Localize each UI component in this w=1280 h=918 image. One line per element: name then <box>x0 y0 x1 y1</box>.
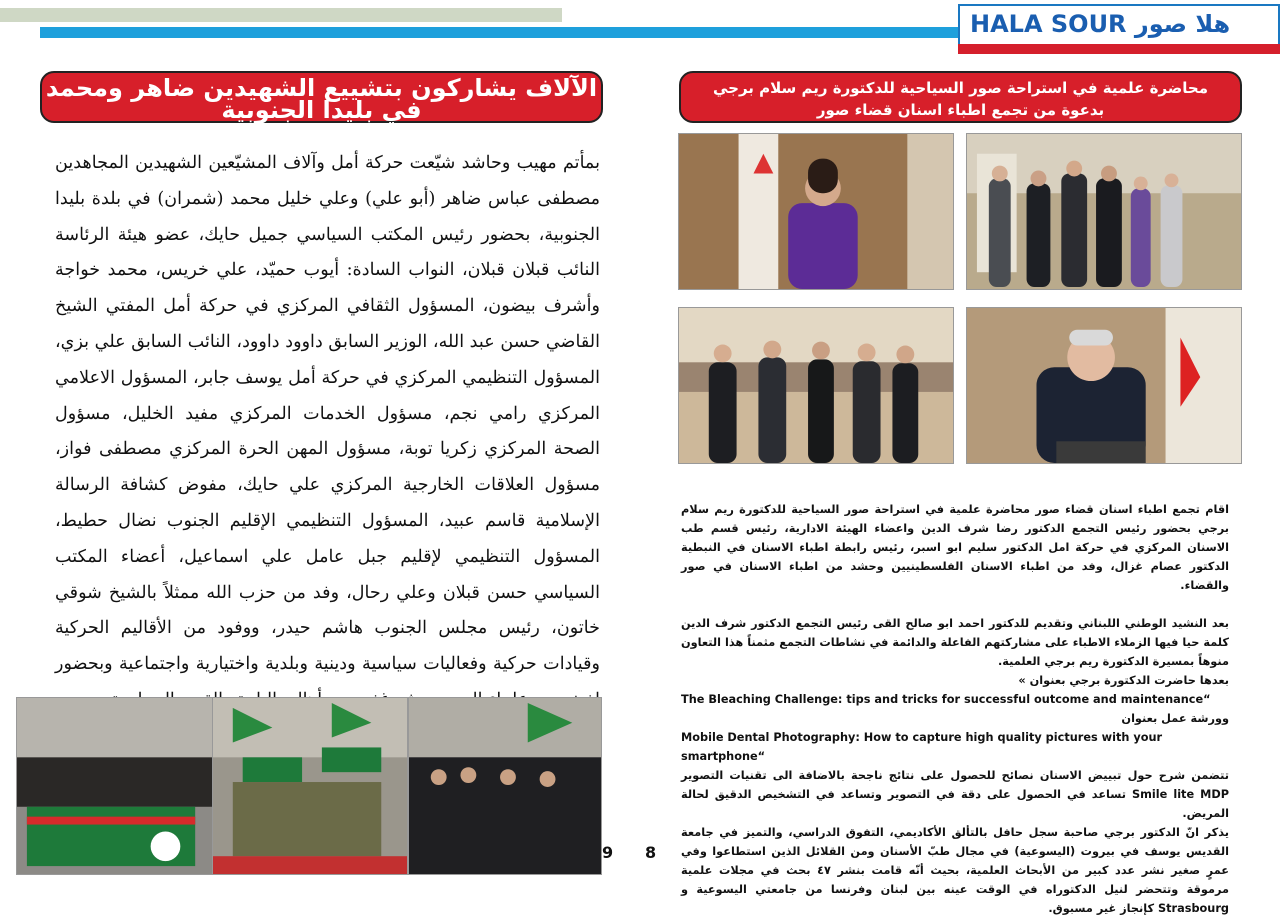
right-paragraph-3-en: The Bleaching Challenge: tips and tricks for successful outcome and maintenance“ <box>681 693 1211 706</box>
right-paragraph-4-en: Mobile Dental Photography: How to capture high quality pictures with your smartphone“ <box>681 731 1163 763</box>
right-title-line-1: محاضرة علمية في استراحة صور السياحية للدكتورة ريم سلام برجي <box>712 79 1209 97</box>
top-blue-bar <box>40 27 980 38</box>
right-paragraph-3-ar: بعدها حاضرت الدكتورة برجي بعنوان » <box>1018 674 1229 687</box>
right-paragraph-5: يذكر انّ الدكتور برجي صاحبة سجل حافل بالتألق الأكاديمي، التفوق الدراسي، والتميز في جامعة القديس يوسف في بيروت (اليسوعية) في مجال طبّ الأسنان ومن القلائل الذين استطاعوا وفي عمرٍ صغير نشر عدد كبير من الأبحاث العلمية، بحيث أنّه قامت بنشر ٤٧ بحث في مجلات علمية مرموقة وتتحضر لنيل الدكتوراه في الوقت عينه بين لبنان وفرنسا من جامعتي اليسوعية و Strasbourg كإنجاز غير مسبوق. <box>681 826 1229 915</box>
top-grey-bar <box>0 8 562 22</box>
right-paragraph-4-ar: وورشة عمل بعنوان <box>1121 712 1229 725</box>
logo-text: HALA SOUR هلا صور <box>970 10 1231 38</box>
right-article-title <box>679 71 1242 123</box>
logo-red-bar <box>958 44 1280 54</box>
left-title-text: الآلاف يشاركون بتشييع الشهيدين ضاهر ومحمد في بليدا الجنوبية <box>45 74 598 124</box>
left-article-body: بمأتم مهيب وحاشد شيّعت حركة أمل وآلاف المشيّعين الشهيدين المجاهدين مصطفى عباس ضاهر (أبو علي) وعلي خليل محمد (شمران) في بلدة بليدا الجنوبية، بحضور رئيس المكتب السياسي جميل حايك، عضو هيئة الرئاسة النائب قبلان قبلان، النواب السادة: أيوب حميّد، علي خريس، محمد خواجة وأشرف بيضون، المسؤول الثقافي المركزي في حركة أمل المفتي الشيخ القاضي حسن عبد الله، الوزير السابق داوود داوود، النائب السابق علي بزي، المسؤول التنظيمي المركزي في حركة أمل يوسف جابر، المسؤول الاعلامي المركزي رامي نجم، مسؤول الخدمات المركزي مفيد الخليل، مسؤول الصحة المركزي زكريا توبة، مسؤول المهن الحرة المركزي مصطفى فواز، مسؤول العلاقات الخارجية المركزي علي حايك، مفوض كشافة الرسالة الإسلامية قاسم عبيد، المسؤول التنظيمي الإقليم الجنوب نضال حطيط، المسؤول التنظيمي لإقليم جبل عامل علي اسماعيل، أعضاء المكتب السياسي حسن قبلان وعلي رحال، وفد من حزب الله ممثلاً بالشيخ شوقي خاتون، رئيس مجلس الجنوب هاشم حيدر، ووفود من الأقاليم الحركية وقيادات حركية وفعاليات سياسية ودينية وبلدية واختيارية واجتماعية وبحضور <box>55 153 600 675</box>
page-number-right: 8 <box>645 843 657 862</box>
right-title-line-2: بدعوة من تجمع اطباء اسنان قضاء صور <box>816 101 1105 119</box>
lecture-group-photo <box>966 133 1242 290</box>
speaker-at-podium-photo <box>966 307 1242 464</box>
funeral-coffin-photo <box>16 697 214 875</box>
guests-group-photo <box>678 307 954 464</box>
right-paragraph-4-rest: تتضمن شرح حول تبييض الاسنان نصائح للحصول على نتائج ناجحة بالاضافة الى تقنيات التصوير Smile lite MDP تساعد في الحصول على دقة في التصوير وتساعد في التشخيص الدقيق لحالة المريض. <box>681 769 1230 820</box>
right-paragraph-1: اقام تجمع اطباء اسنان قضاء صور محاضرة علمية في استراحة صور السياحية للدكتورة ريم سلام برجي بحضور رئيس التجمع الدكتور رضا شرف الدين واعضاء الهيئة الادارية، رئيس قسم طب الاسنان المركزي في حركة امل الدكتور سليم ابو اسبر، رئيس رابطة اطباء الاسنان في النبطية الدكتور عصام غزال، وفد من اطباء الاسنان الفلسطينيين وحشد من اطباء الاسنان في صور والقضاء. <box>681 503 1229 592</box>
right-paragraph-2: بعد النشيد الوطني اللبناني وتقديم للدكتور احمد ابو صالح القى رئيس التجمع الدكتور شرف الدين كلمة حيا فيها الزملاء الاطباء على مشاركتهم الفاعلة والدائمة في نشاطات التجمع مثمناً هذا التعاون منوهاً بمسيرة الدكتورة ريم برجي العلمية. <box>681 617 1229 668</box>
right-article-body <box>681 500 1229 918</box>
lecturer-speaking-photo <box>678 133 954 290</box>
page-number-left: 9 <box>602 843 614 862</box>
coffin-bearers-photo <box>212 697 408 875</box>
left-article-title <box>40 71 603 123</box>
mourners-crowd-photo <box>408 697 602 875</box>
